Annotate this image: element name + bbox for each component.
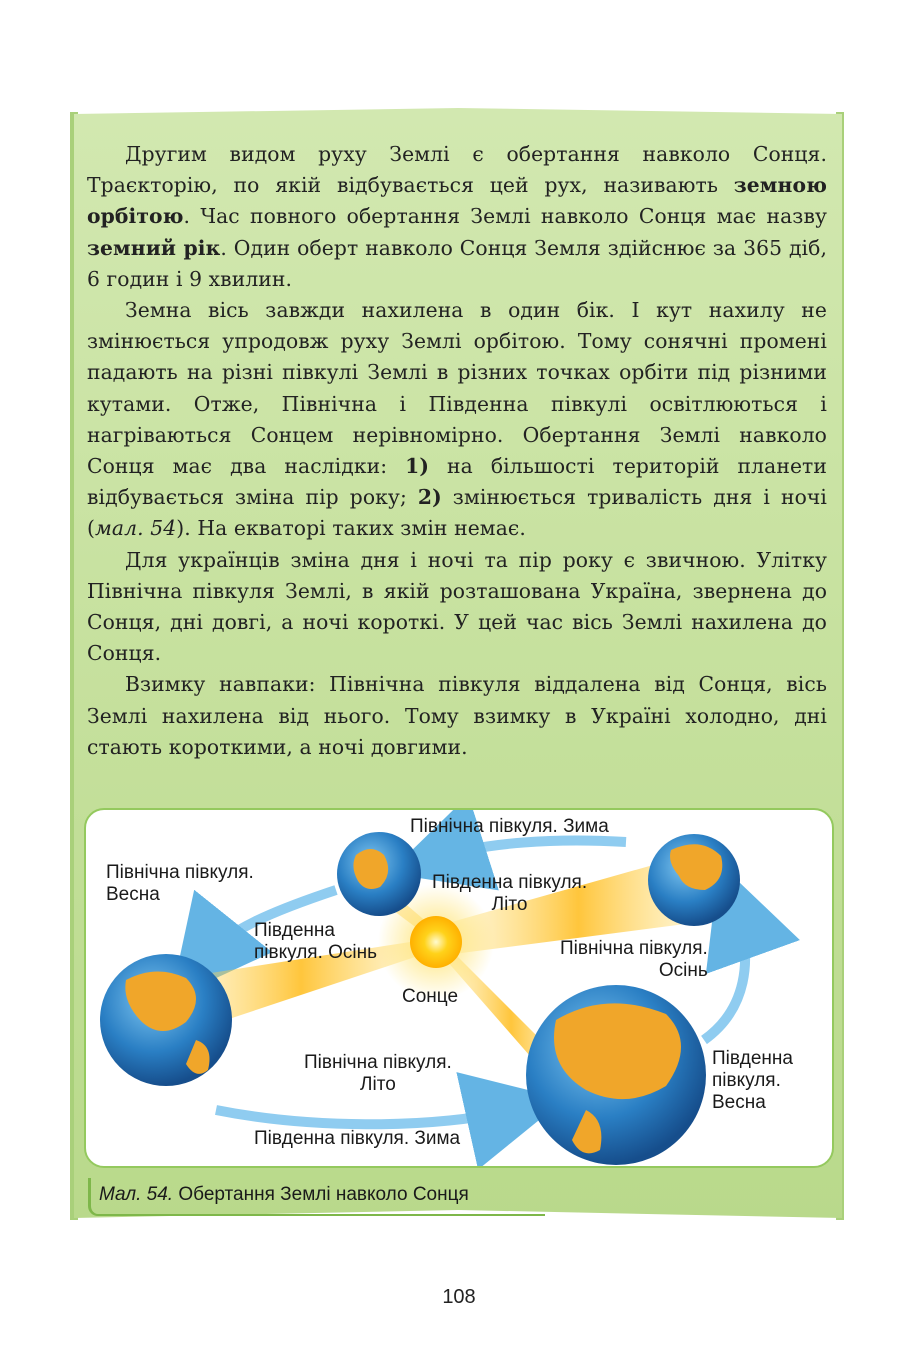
label-south-autumn-line1: Південна [254,920,335,941]
label-south-winter: Південна півкуля. Зима [254,1128,461,1149]
label-north-autumn-line2: Осінь [658,960,708,981]
paragraph [87,545,827,670]
label-sun: Сонце [402,986,459,1007]
label-south-summer [432,872,587,916]
figure-earth-orbit [84,808,834,1168]
label-south-spring-line1: Південна [712,1048,793,1069]
caption-text: Обертання Землі навколо Сонця [178,1184,469,1205]
label-north-spring [106,862,254,906]
label-south-autumn-line2: півкуля. Осінь [254,942,378,963]
label-south-summer-line1: Південна півкуля. [432,872,588,893]
text-run: . Час повного обертання Землі навколо Сонця має назву [183,204,827,229]
bold-term: 2) [417,485,442,510]
label-south-spring [712,1048,793,1114]
label-south-spring-line2: півкуля. [712,1070,781,1091]
label-north-summer-line2: Літо [360,1074,396,1095]
bold-term: земний рік [87,235,221,260]
text-run: Другим видом руху Землі є обертання навколо Сонця. Траєкторію, по якій відбувається цей рух, називають [87,142,827,198]
label-north-autumn [560,938,708,982]
text-run: Земна вісь завжди нахилена в один бік. І кут нахилу не змінюється упродовж руху Землі орбітою. Тому сонячні промені падають на різні півкулі Землі в різних точках орбіти під різними кутами. Отже, Північна і Південна півкулі освітлюються і нагріваються Сонцем нерівномірно. Обертання Землі навколо Сонця має два наслідки: [87,298,827,479]
earth-icon-top-left [337,832,421,916]
label-north-spring-line1: Північна півкуля. [106,862,254,883]
label-north-winter: Північна півкуля. Зима [410,816,609,837]
label-north-autumn-line1: Північна півкуля. [560,938,708,959]
page-number: 108 [442,1286,476,1308]
figure-caption [88,1178,545,1216]
earth-icon-bottom-right [526,985,706,1165]
label-north-summer-line1: Північна півкуля. [304,1052,452,1073]
paragraph [87,139,827,295]
label-north-summer [304,1052,452,1096]
paragraph [87,669,827,763]
sun-icon [410,916,462,968]
earth-icon-left [100,954,232,1086]
text-run: ). На екваторі таких змін немає. [176,516,526,541]
label-south-autumn [254,920,377,964]
label-north-spring-line2: Весна [106,884,160,905]
text-run: Взимку навпаки: Північна півкуля віддалена від Сонця, вісь Землі нахилена від нього. Тому взимку в Україні холодно, дні стають короткими, а ночі довгими. [87,672,827,759]
label-south-summer-line2: Літо [491,894,528,915]
paragraph [87,295,827,545]
text-run: Для українців зміна дня і ночі та пір року є звичною. Улітку Північна півкуля Землі, в якій розташована Україна, звернена до Сонця, дні довгі, а ночі короткі. У цей час вісь Землі нахилена до Сонця. [87,547,827,666]
figure-reference: мал. 54 [95,516,177,541]
text-run: змінюється тривалість дня і ночі ( [87,485,827,541]
earth-icon-top-right [648,834,740,926]
bold-term: 1) [405,454,430,479]
body-text [87,139,827,763]
bold-term: земною орбітою [87,173,827,229]
caption-figure-number: Мал. 54. [99,1184,174,1205]
text-run: . Один оберт навколо Сонця Земля здійснює за 365 діб, 6 годин і 9 хвилин. [87,235,827,291]
label-south-spring-line3: Весна [712,1092,766,1113]
text-run: на більшості територій планети відбувається зміна пір року; [87,454,827,510]
